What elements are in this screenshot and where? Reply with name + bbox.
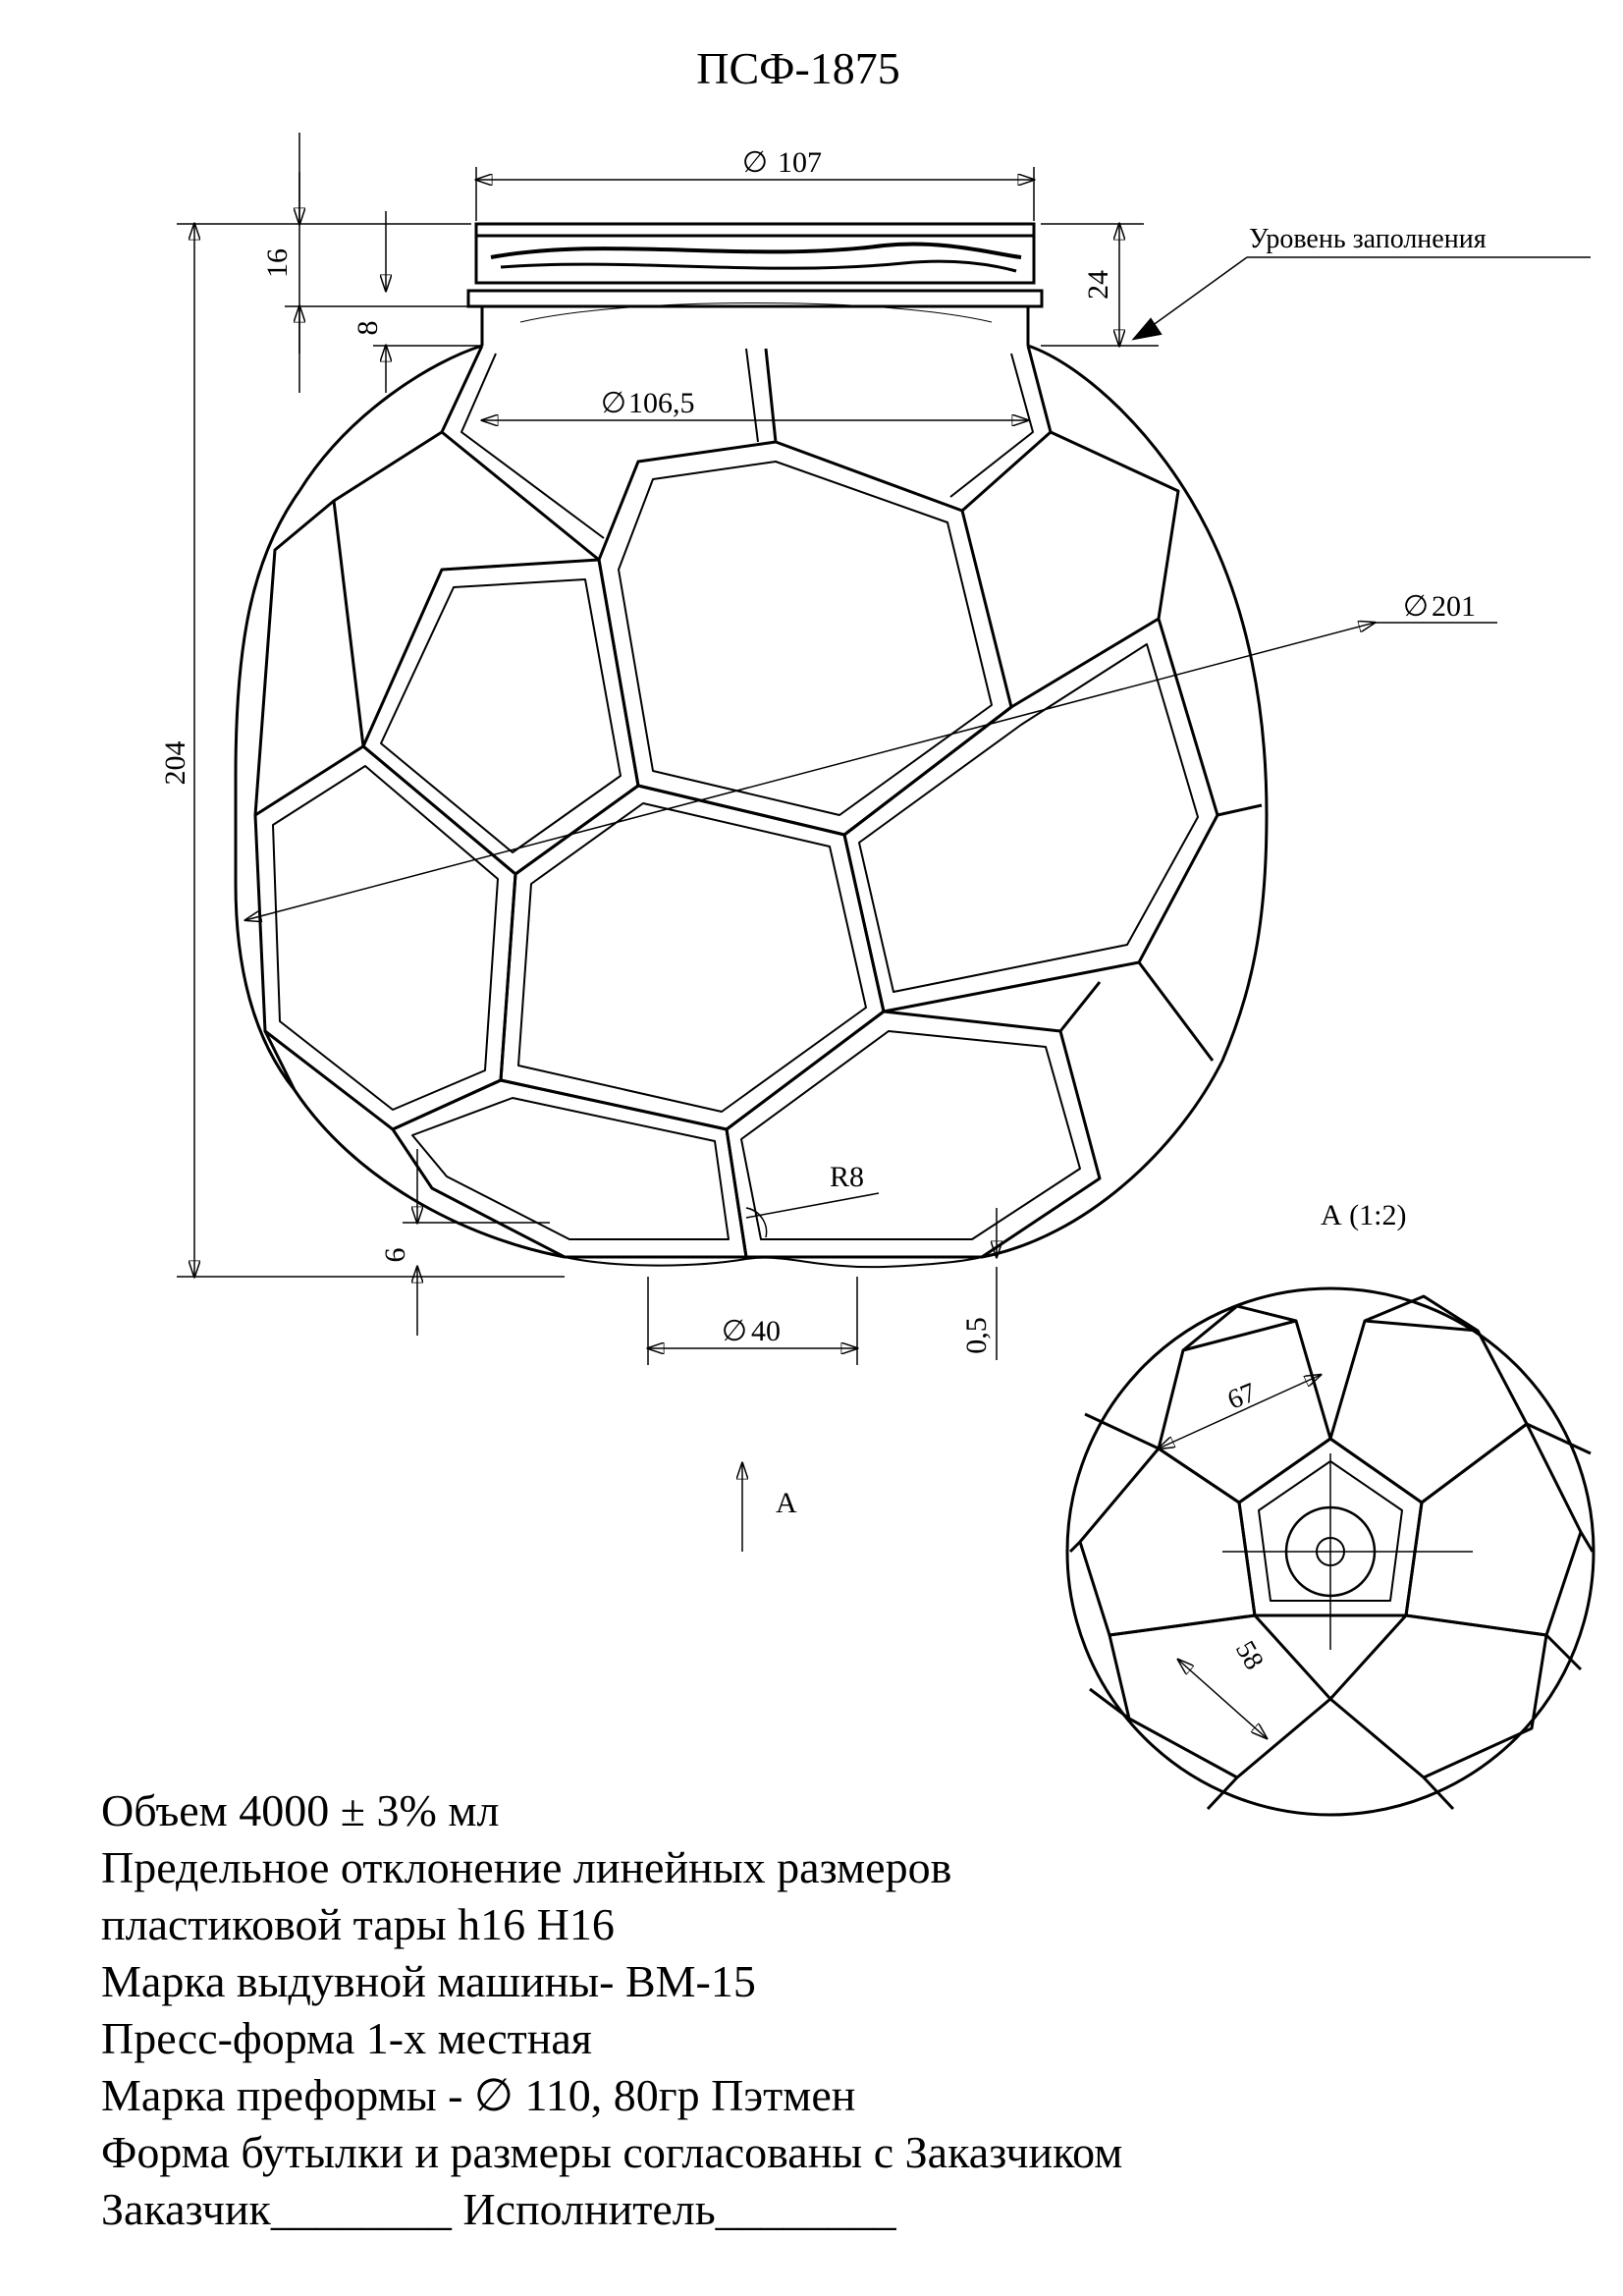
ball-pattern-side [255,346,1262,1257]
dim-panel-bottom: 58 [1228,1635,1270,1675]
spec-volume: Объем 4000 ± 3% мл [101,1785,500,1835]
spec-tolerance-line2: пластиковой тары h16 H16 [101,1899,615,1949]
dim-shoulder-diameter-prefix: ∅ [600,387,627,419]
drawing-title: ПСФ-1875 [696,43,900,93]
support-ring [468,291,1042,306]
dim-finish-height: 16 [261,248,294,278]
spec-machine: Марка выдувной машины- ВМ-15 [101,1956,756,2006]
dim-total-height: 204 [159,740,191,786]
view-arrow-label: А [776,1487,797,1519]
dimension-lines [177,133,1591,1552]
spec-signatures: Заказчик________ Исполнитель________ [101,2184,896,2234]
dim-neck-diameter-prefix: ∅ [741,146,769,179]
dim-base-diameter: 40 [751,1315,781,1347]
dim-body-diameter-prefix: ∅ [1402,590,1430,623]
specifications [101,1782,1515,2238]
dim-fill-level-depth: 24 [1082,270,1114,300]
spec-agreement: Форма бутылки и размеры согласованы с Заказчиком [101,2127,1123,2177]
fill-level-label: Уровень заполнения [1249,224,1487,254]
dim-base-offset: 0,5 [960,1317,993,1354]
dim-base-clearance: 6 [379,1247,411,1263]
dim-body-diameter: 201 [1432,590,1476,623]
dim-support-ring-height: 8 [352,320,384,336]
spec-tolerance-line1: Предельное отклонение линейных размеров [101,1842,952,1892]
spec-preform: Марка преформы - ∅ 110, 80гр Пэтмен [101,2070,856,2120]
view-label: А (1:2) [1321,1199,1407,1231]
dim-neck-diameter: 107 [778,146,822,179]
dim-panel-top: 67 [1223,1377,1261,1416]
dim-base-diameter-prefix: ∅ [721,1315,748,1347]
spec-mold: Пресс-форма 1-х местная [101,2013,592,2063]
dim-shoulder-diameter: 106,5 [628,387,695,419]
dim-base-radius: R8 [830,1161,865,1193]
jar-outline [236,346,1267,1257]
